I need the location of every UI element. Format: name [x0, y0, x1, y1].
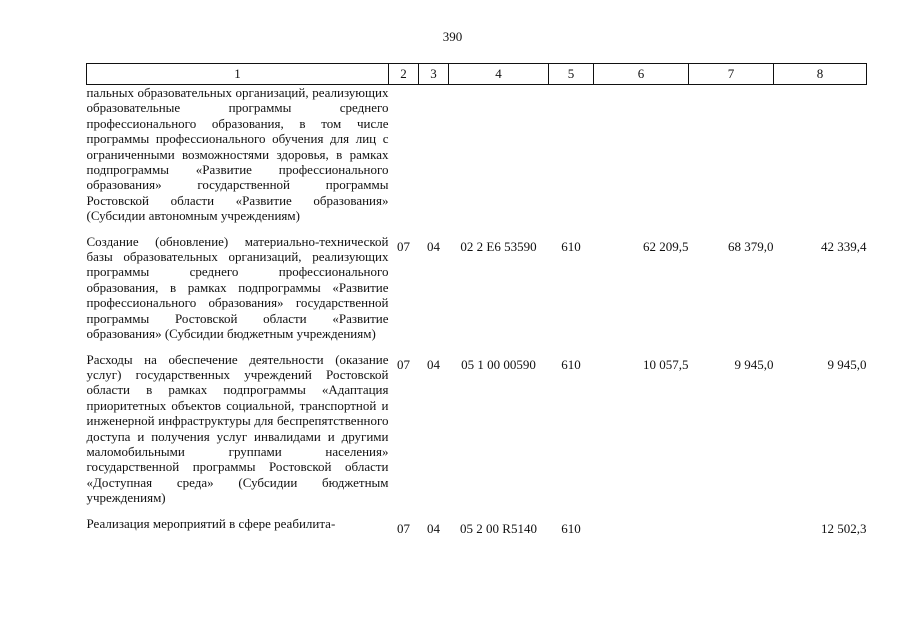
- table-row: [87, 346, 867, 510]
- cell-amount-1: [594, 510, 689, 540]
- header-row: [87, 64, 867, 85]
- cell-subsection: 04: [427, 520, 440, 536]
- cell-amount-3: 42 339,4: [821, 238, 867, 254]
- cell-expense-type: 610: [561, 356, 581, 372]
- budget-table: [86, 63, 867, 540]
- row-description: пальных образовательных организаций, реализующих образовательные программы среднего профессионального образования, в том числе программы профессионального обучения для лиц с ограниченными возможностями здоровья, в рамках подпрограммы «Развитие профессионального образования» государственной программы Ростовской области «Развитие образования» (Субсидии автономным учреждениям): [86, 85, 389, 224]
- cell-subsection: 04: [427, 356, 440, 372]
- column-header: 3: [419, 64, 449, 85]
- cell-amount-3: 9 945,0: [827, 356, 867, 372]
- cell-section: 07: [397, 238, 410, 254]
- cell-amount-3: 12 502,3: [821, 520, 867, 536]
- cell-section: 07: [397, 520, 410, 536]
- cell-subsection: 04: [427, 238, 440, 254]
- row-description: Создание (обновление) материально-технической базы образовательных организаций, реализующих программы среднего профессионального образования, в рамках подпрограммы «Развитие профессионального образования» государственной программы Ростовской области «Развитие образования» (Субсидии бюджетным учреждениям): [86, 233, 389, 342]
- cell-section: [389, 85, 419, 228]
- row-description: Расходы на обеспечение деятельности (оказание услуг) государственных учреждений Ростовской области в рамках подпрограммы «Адаптация приоритетных объектов социальной, транспортной и инженерной инфраструктуры для беспрепятственного доступа и получения услуг инвалидами и другими маломобильными группами населения» государственной программы Ростовской области «Доступная среда» (Субсидии бюджетным учреждениям): [86, 351, 389, 506]
- cell-amount-2: 9 945,0: [734, 356, 774, 372]
- cell-target-code: 05 1 00 00590: [461, 356, 536, 372]
- cell-amount-1: 62 209,5: [643, 238, 689, 254]
- column-header: 5: [549, 64, 594, 85]
- cell-expense-type: 610: [561, 238, 581, 254]
- column-header: 1: [87, 64, 389, 85]
- cell-subsection: [419, 85, 449, 228]
- cell-amount-2: [689, 510, 774, 540]
- cell-target-code: 05 2 00 R5140: [460, 520, 537, 536]
- cell-target-code: 02 2 E6 53590: [460, 238, 537, 254]
- row-description: Реализация мероприятий в сфере реабилита-: [86, 515, 336, 531]
- cell-expense-type: 610: [561, 520, 581, 536]
- cell-amount-3: [774, 85, 867, 228]
- table-row: [87, 510, 867, 540]
- cell-amount-1: 10 057,5: [643, 356, 689, 372]
- column-header: 8: [774, 64, 867, 85]
- column-header: 2: [389, 64, 419, 85]
- cell-section: 07: [397, 356, 410, 372]
- page-number: 390: [442, 29, 463, 44]
- cell-amount-1: [594, 85, 689, 228]
- table-row: [87, 85, 867, 228]
- cell-amount-2: 68 379,0: [728, 238, 774, 254]
- column-header: 7: [689, 64, 774, 85]
- column-header: 4: [449, 64, 549, 85]
- cell-expense-type: [549, 85, 594, 228]
- column-header: 6: [594, 64, 689, 85]
- table-row: [87, 228, 867, 346]
- cell-amount-2: [689, 85, 774, 228]
- cell-target-code: [449, 85, 549, 228]
